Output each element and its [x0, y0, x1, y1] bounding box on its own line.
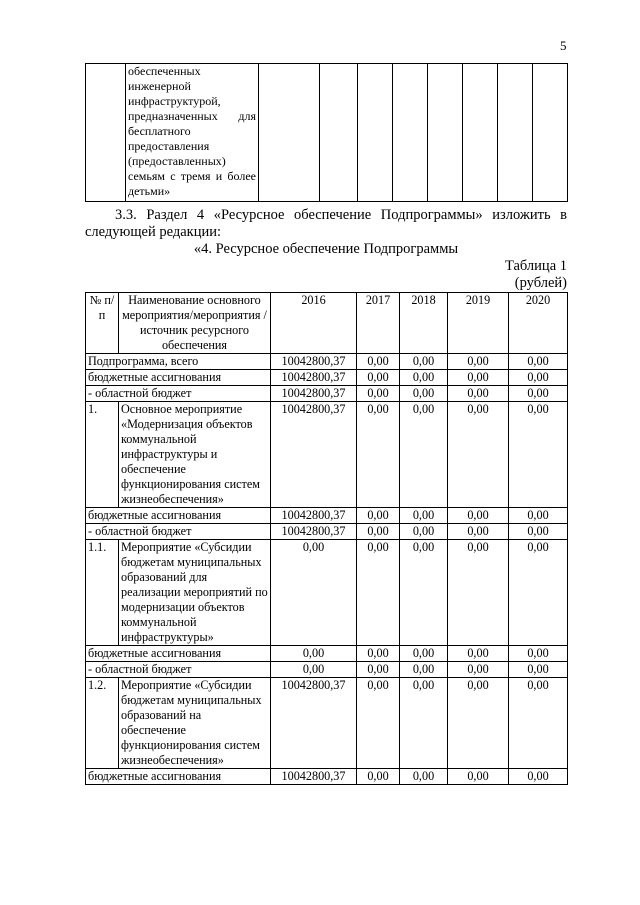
value-cell: 0,00 [357, 540, 400, 646]
table-caption: Таблица 1 [504, 258, 567, 274]
row-number: 1. [86, 402, 119, 508]
value-cell: 0,00 [448, 508, 509, 524]
table-units: (рублей) [514, 275, 567, 291]
value-cell: 0,00 [400, 540, 448, 646]
value-cell: 10042800,37 [271, 354, 357, 370]
value-cell: 0,00 [448, 646, 509, 662]
table-cell-text: обеспеченных инженерной инфраструктурой, предназначенных для бесплатного предоставления (предоставленных) семьям с тремя и более детьми» [126, 64, 259, 202]
value-cell: 0,00 [357, 524, 400, 540]
value-cell: 0,00 [509, 662, 568, 678]
page-number: 5 [560, 38, 567, 53]
value-cell: 10042800,37 [271, 678, 357, 769]
value-cell: 0,00 [400, 386, 448, 402]
row-label: Основное мероприятие «Модернизация объектов коммунальной инфраструктуры и обеспечение функционирования систем жизнеобеспечения» [119, 402, 271, 508]
value-cell: 0,00 [357, 769, 400, 785]
value-cell: 0,00 [400, 354, 448, 370]
value-cell: 0,00 [357, 662, 400, 678]
value-cell: 0,00 [509, 354, 568, 370]
table-cell [428, 64, 463, 202]
table-row [86, 508, 568, 524]
value-cell: 0,00 [400, 769, 448, 785]
value-cell: 0,00 [448, 402, 509, 508]
value-cell: 0,00 [509, 678, 568, 769]
table-cell [533, 64, 568, 202]
table-header-cell: 2020 [509, 293, 568, 354]
value-cell: 0,00 [357, 508, 400, 524]
row-label: бюджетные ассигнования [86, 508, 271, 524]
row-label: - областной бюджет [86, 386, 271, 402]
table-header-cell: Наименование основного мероприятия/мероприятия /источник ресурсного обеспечения [119, 293, 271, 354]
value-cell: 10042800,37 [271, 370, 357, 386]
row-label: Мероприятие «Субсидии бюджетам муниципальных образований для реализации мероприятий по модернизации объектов коммунальной инфраструктуры» [119, 540, 271, 646]
value-cell: 0,00 [448, 540, 509, 646]
value-cell: 0,00 [509, 402, 568, 508]
table-cell [393, 64, 428, 202]
value-cell: 0,00 [448, 662, 509, 678]
value-cell: 0,00 [357, 646, 400, 662]
table-header-cell: 2019 [448, 293, 509, 354]
value-cell: 0,00 [357, 370, 400, 386]
row-label: Мероприятие «Субсидии бюджетам муниципальных образований на обеспечение функционирования систем жизнеобеспечения» [119, 678, 271, 769]
value-cell: 10042800,37 [271, 402, 357, 508]
value-cell: 0,00 [509, 386, 568, 402]
table-cell [463, 64, 498, 202]
table-row [86, 386, 568, 402]
value-cell: 10042800,37 [271, 769, 357, 785]
table-row [86, 354, 568, 370]
table-row [86, 370, 568, 386]
value-cell: 10042800,37 [271, 386, 357, 402]
table-header-cell: 2018 [400, 293, 448, 354]
value-cell: 0,00 [509, 524, 568, 540]
row-label: Подпрограмма, всего [86, 354, 271, 370]
row-number: 1.1. [86, 540, 119, 646]
row-number: 1.2. [86, 678, 119, 769]
value-cell: 0,00 [448, 769, 509, 785]
resource-table [85, 292, 568, 785]
value-cell: 10042800,37 [271, 524, 357, 540]
value-cell: 0,00 [509, 370, 568, 386]
value-cell: 0,00 [271, 662, 357, 678]
value-cell: 0,00 [448, 524, 509, 540]
table-row [86, 769, 568, 785]
value-cell: 0,00 [400, 370, 448, 386]
value-cell: 0,00 [400, 402, 448, 508]
value-cell: 10042800,37 [271, 508, 357, 524]
value-cell: 0,00 [509, 646, 568, 662]
table-row [86, 402, 568, 508]
value-cell: 0,00 [509, 540, 568, 646]
value-cell: 0,00 [448, 678, 509, 769]
table-row [86, 646, 568, 662]
value-cell: 0,00 [400, 524, 448, 540]
table-header-cell: № п/п [86, 293, 119, 354]
value-cell: 0,00 [271, 540, 357, 646]
table-header-cell: 2017 [357, 293, 400, 354]
value-cell: 0,00 [271, 646, 357, 662]
table-header-cell: 2016 [271, 293, 357, 354]
row-label: бюджетные ассигнования [86, 370, 271, 386]
row-label: - областной бюджет [86, 524, 271, 540]
value-cell: 0,00 [509, 508, 568, 524]
continued-table [85, 63, 568, 202]
row-label: бюджетные ассигнования [86, 769, 271, 785]
table-cell [86, 64, 126, 202]
value-cell: 0,00 [400, 646, 448, 662]
table-row [86, 678, 568, 769]
section-title: «4. Ресурсное обеспечение Подпрограммы [193, 241, 459, 257]
value-cell: 0,00 [357, 678, 400, 769]
row-label: бюджетные ассигнования [86, 646, 271, 662]
value-cell: 0,00 [400, 678, 448, 769]
value-cell: 0,00 [448, 370, 509, 386]
value-cell: 0,00 [357, 402, 400, 508]
table-cell [358, 64, 393, 202]
paragraph: 3.3. Раздел 4 «Ресурсное обеспечение Подпрограммы» изложить в следующей редакции: [85, 207, 567, 240]
value-cell: 0,00 [448, 386, 509, 402]
value-cell: 0,00 [509, 769, 568, 785]
value-cell: 0,00 [400, 508, 448, 524]
value-cell: 0,00 [357, 386, 400, 402]
table-row [86, 524, 568, 540]
value-cell: 0,00 [448, 354, 509, 370]
table-row [86, 540, 568, 646]
value-cell: 0,00 [357, 354, 400, 370]
value-cell: 0,00 [400, 662, 448, 678]
row-label: - областной бюджет [86, 662, 271, 678]
table-cell [320, 64, 358, 202]
table-cell [498, 64, 533, 202]
table-cell [259, 64, 320, 202]
table-row [86, 662, 568, 678]
